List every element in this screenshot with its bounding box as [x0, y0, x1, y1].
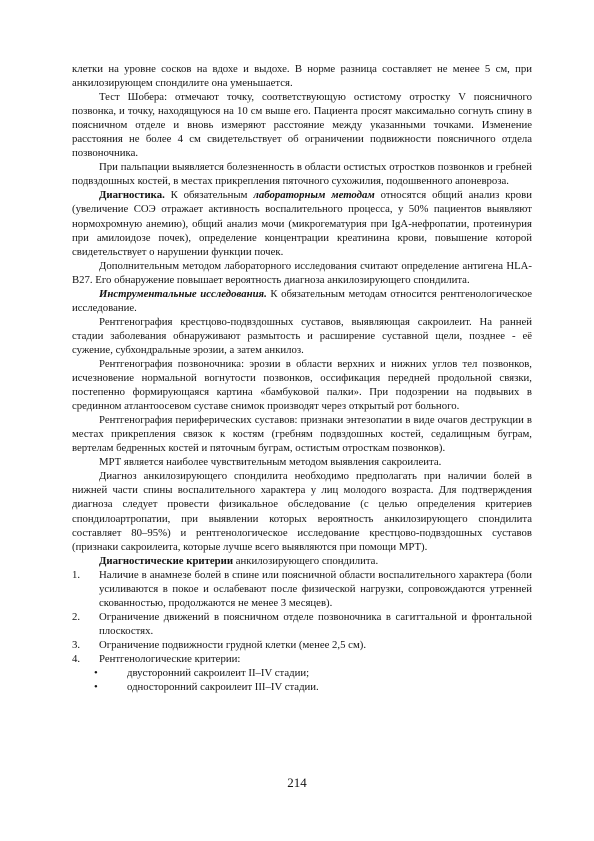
paragraph-text: К обязательным [164, 189, 254, 202]
heading-diagnostics: Диагностика. [99, 189, 165, 202]
criteria-text: Ограничение движений в поясничном отделе позвоночника в сагиттальной и фронтальной плоскостях. [99, 610, 532, 637]
criteria-list [72, 568, 532, 666]
criteria-item [72, 568, 532, 610]
paragraph-text: К обязательным методам относится рентгенологическое исследование. [72, 287, 532, 314]
paragraph-instrumental [72, 287, 532, 315]
criteria-text: Рентгенологические критерии: [99, 652, 241, 665]
bullet-icon: • [94, 681, 98, 694]
radiologic-criteria-list [72, 666, 532, 694]
criteria-number: 1. [72, 568, 81, 581]
criteria-text: Наличие в анамнезе болей в спине или поясничной области воспалительного характера (боли усиливаются в покое и ослабевают после физической нагрузки, сопровождаются утренней скованностью, продолжаются не менее 3 месяцев). [99, 568, 532, 609]
criteria-number: 3. [72, 638, 81, 651]
paragraph-text: относятся общий анализ крови (увеличение СОЭ отражает активность воспалительного процесса, у 50% пациентов выявляют нормохромную анемию), общий анализ мочи (микрогематурия при IgA-нефропатии, протеинурия при амилоидозе почек), определение концентрации креатинина крови, повышение которой свидетельствует о нарушении функции почек. [72, 189, 532, 258]
list-item-text: односторонний сакроилеит III–IV стадии. [127, 681, 319, 694]
paragraph-peripheral-xray: Рентгенография периферических суставов: признаки энтезопатии в виде очагов деструкции в местах прикрепления связок к костям (гребням подвздошных костей, седалищным буграм, вертелам бедренных костей и пяточным буграм, остистым отросткам позвонков). [72, 414, 532, 455]
heading-diagnostic-criteria: Диагностические критерии [99, 554, 234, 567]
paragraph-text: анкилозирующего спондилита. [233, 554, 379, 567]
paragraph-chest-expansion: клетки на уровне сосков на вдохе и выдохе. В норме разница составляет не менее 5 см, при анкилозирующем спондилите она уменьшается. [72, 63, 532, 90]
criteria-number: 4. [72, 652, 81, 665]
list-item [72, 680, 532, 694]
paragraph-diagnosis: Диагноз анкилозирующего спондилита необходимо предполагать при наличии болей в нижней части спины воспалительного характера у лиц молодого возраста. Для подтверждения диагноза следует провести физикальное обследование (с целью определения критериев спондилоартропатии, при выявлении которых вероятность анкилозирующего спондилита составляет 80–95%) и рентгенологическое исследование крестцово-подвздошных суставов (признаки сакроилеита, которые лучше всего выявляются при помощи МРТ). [72, 470, 532, 553]
page-number: 214 [287, 775, 307, 790]
paragraph-palpation: При пальпации выявляется болезненность в области остистых отростков позвонков и гребней подвздошных костей, в местах прикрепления пяточного сухожилия, подошвенного апоневроза. [72, 161, 532, 188]
heading-instrumental: Инструментальные исследования. [99, 287, 267, 300]
bullet-icon: • [94, 667, 98, 680]
paragraph-hla-b27: Дополнительным методом лабораторного исследования считают определение антигена HLA-B27. Его обнаружение повышает вероятность диагноза анкилозирующего спондилита. [72, 259, 532, 286]
criteria-number: 2. [72, 610, 81, 623]
page-body [72, 62, 532, 694]
paragraph-lab-diagnostics [72, 188, 532, 258]
criteria-item [72, 652, 532, 666]
criteria-item [72, 638, 532, 652]
paragraph-schober-test: Тест Шобера: отмечают точку, соответствующую остистому отростку V поясничного позвонка, и точку, находящуюся на 10 см выше его. Пациента просят максимально согнуть спину в поясничном отделе и вновь измеряют расстояние между указанными точками. Изменение расстояния не более 4 см свидетельствует об ограничении подвижности поясничного отдела позвоночника. [72, 91, 532, 160]
criteria-item [72, 610, 532, 638]
term-lab-methods: лабораторным методам [253, 189, 375, 202]
paragraph-criteria-heading [72, 554, 532, 568]
list-item-text: двусторонний сакроилеит II–IV стадии; [127, 667, 310, 680]
paragraph-mri: МРТ является наиболее чувствительным методом выявления сакроилеита. [99, 456, 442, 469]
list-item [72, 666, 532, 680]
paragraph-sacroiliac-xray: Рентгенография крестцово-подвздошных суставов, выявляющая сакроилеит. На ранней стадии заболевания обнаруживают размытость и расширение суставной щели, позднее - её сужение, субхондральные эрозии, а затем анкилоз. [72, 315, 532, 356]
criteria-text: Ограничение подвижности грудной клетки (менее 2,5 см). [99, 638, 367, 651]
paragraph-spine-xray: Рентгенография позвоночника: эрозии в области верхних и нижних углов тел позвонков, исчезновение нормальной вогнутости позвонков, оссификация передней продольной связки, постепенно формирующаяся картина «бамбуковой палки». При подозрении на подвывих в срединном атлантоосевом суставе снимок производят через открытый рот больного. [72, 357, 532, 413]
